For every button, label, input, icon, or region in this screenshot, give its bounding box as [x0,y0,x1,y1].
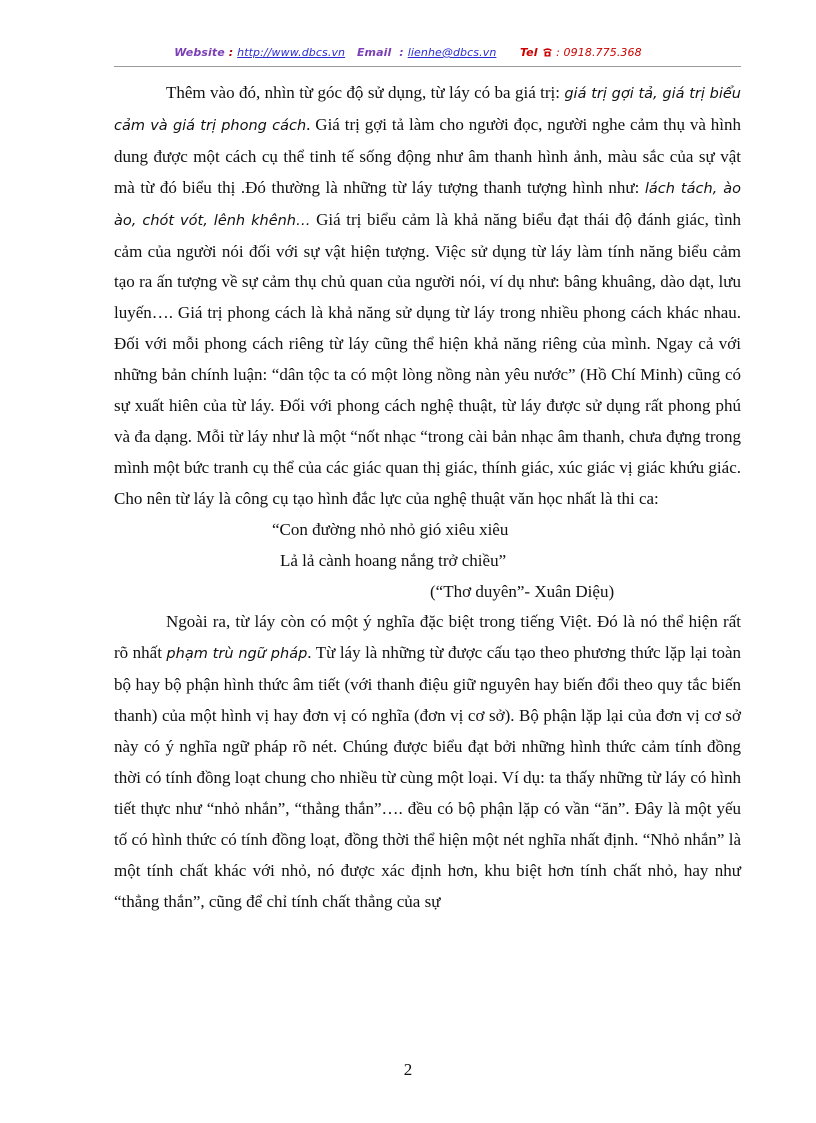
email-link[interactable]: lienhe@dbcs.vn [407,46,497,59]
para1-italic-examples: lách tách, ào ào, chót vót, lênh khênh… [114,180,741,229]
header-divider [114,66,741,67]
document-body [114,78,741,917]
para1-text-2: . Giá trị gợi tả làm cho người đọc, người nghe cảm thụ và hình dung được một cách cụ thể tinh tế sống động như âm thanh hình ảnh, màu sắc của sự vật mà từ đó biểu thị .Đó thường là những từ láy tượng thanh tượng hình như: [114,114,742,197]
para2-text-1: Ngoài ra, từ láy còn có một ý nghĩa đặc biệt trong tiếng Việt. Đó là nó thể hiện rất rõ nhất [114,612,741,663]
website-label: Website [174,46,225,59]
para1-text-1: Thêm vào đó, nhìn từ góc độ sử dụng, từ láy có ba giá trị: [166,83,565,102]
para2-text-2: . Từ láy là những từ được cấu tạo theo phương thức lặp lại toàn bộ hay bộ phận hình thức âm tiết (với thanh điệu giữ nguyên hay biến đổi theo quy tắc biến thanh) của một hình vị hay đơn vị có nghĩa (đơn vị cơ sở). Bộ phận lặp lại của đơn vị cơ sở này có ý nghĩa ngữ pháp rõ nét. Chúng được biểu đạt bởi những hình thức cảm tính đồng thời có tính đồng loạt chung cho nhiều từ cùng một loại. Ví dụ: ta thấy những từ láy có hình tiết thực như “nhỏ nhắn”, “thẳng thắn”…. đều có bộ phận lặp có vần “ăn”. Đây là một yếu tố có hình thức có tính đồng loạt, đồng thời thể hiện một nét nghĩa nhất định. “Nhỏ nhắn” là một tính chất khác với nhỏ, nó được xác định hơn, khu biệt hơn tính chất nhỏ, hay như “thẳng thắn”, cũng để chỉ tính chất thẳng của sự [114,643,742,911]
page-number: 2 [403,1060,413,1079]
tel-label: Tel [519,46,538,59]
poem-line-2: Lả lả cành hoang nắng trở chiều” [280,550,507,570]
phone-number[interactable]: 0918.775.368 [563,46,642,59]
website-link[interactable]: http://www.dbcs.vn [237,46,346,59]
paragraph-values [114,78,741,515]
para1-italic-values: giá trị gợi tả, giá trị biểu cảm và giá trị phong cách [114,86,741,134]
phone-icon [542,47,553,60]
para1-text-3: Giá trị biểu cảm là khả năng biểu đạt thái độ đánh giác, tình cảm của người nói đối với sự vật hiện tượng. Việc sử dụng từ láy làm tính năng biểu cảm tạo ra ấn tượng về sự cảm thụ chủ quan của người nói, ví dụ như: bâng khuâng, dào dạt, lưu luyến…. Giá trị phong cách là khả năng sử dụng từ láy trong nhiều phong cách khác nhau. Đối với mỗi phong cách riêng từ láy cũng thể hiện khả năng riêng của mình. Ngay cả với những bản chính luận: “dân tộc ta có một lòng nồng nàn yêu nước” (Hồ Chí Minh) cũng có sự xuất hiên của từ láy. Đối với phong cách nghệ thuật, từ láy được sử dụng rất phong phú và đa dạng. Mỗi từ láy như là một “nốt nhạc “trong cài bản nhạc âm thanh, chưa đựng trong mình một bức tranh cụ thể của các giác quan thị giác, thính giác, xúc giác vị giác khứu giác. Cho nên từ láy là công cụ tạo hình đắc lực của nghệ thuật văn học nhất là thi ca: [114,209,741,508]
email-label: Email [356,46,392,59]
paragraph-grammar [114,607,741,917]
poem-source: (“Thơ duyên”- Xuân Diệu) [430,581,615,601]
poem-line-1: “Con đường nhỏ nhỏ gió xiêu xiêu [272,519,509,539]
page-header: Website : http://www.dbcs.vn Email : lienhe@dbcs.vn Tel : 0918.775.368 [174,46,642,59]
para2-italic-term: phạm trù ngữ pháp [166,646,308,663]
